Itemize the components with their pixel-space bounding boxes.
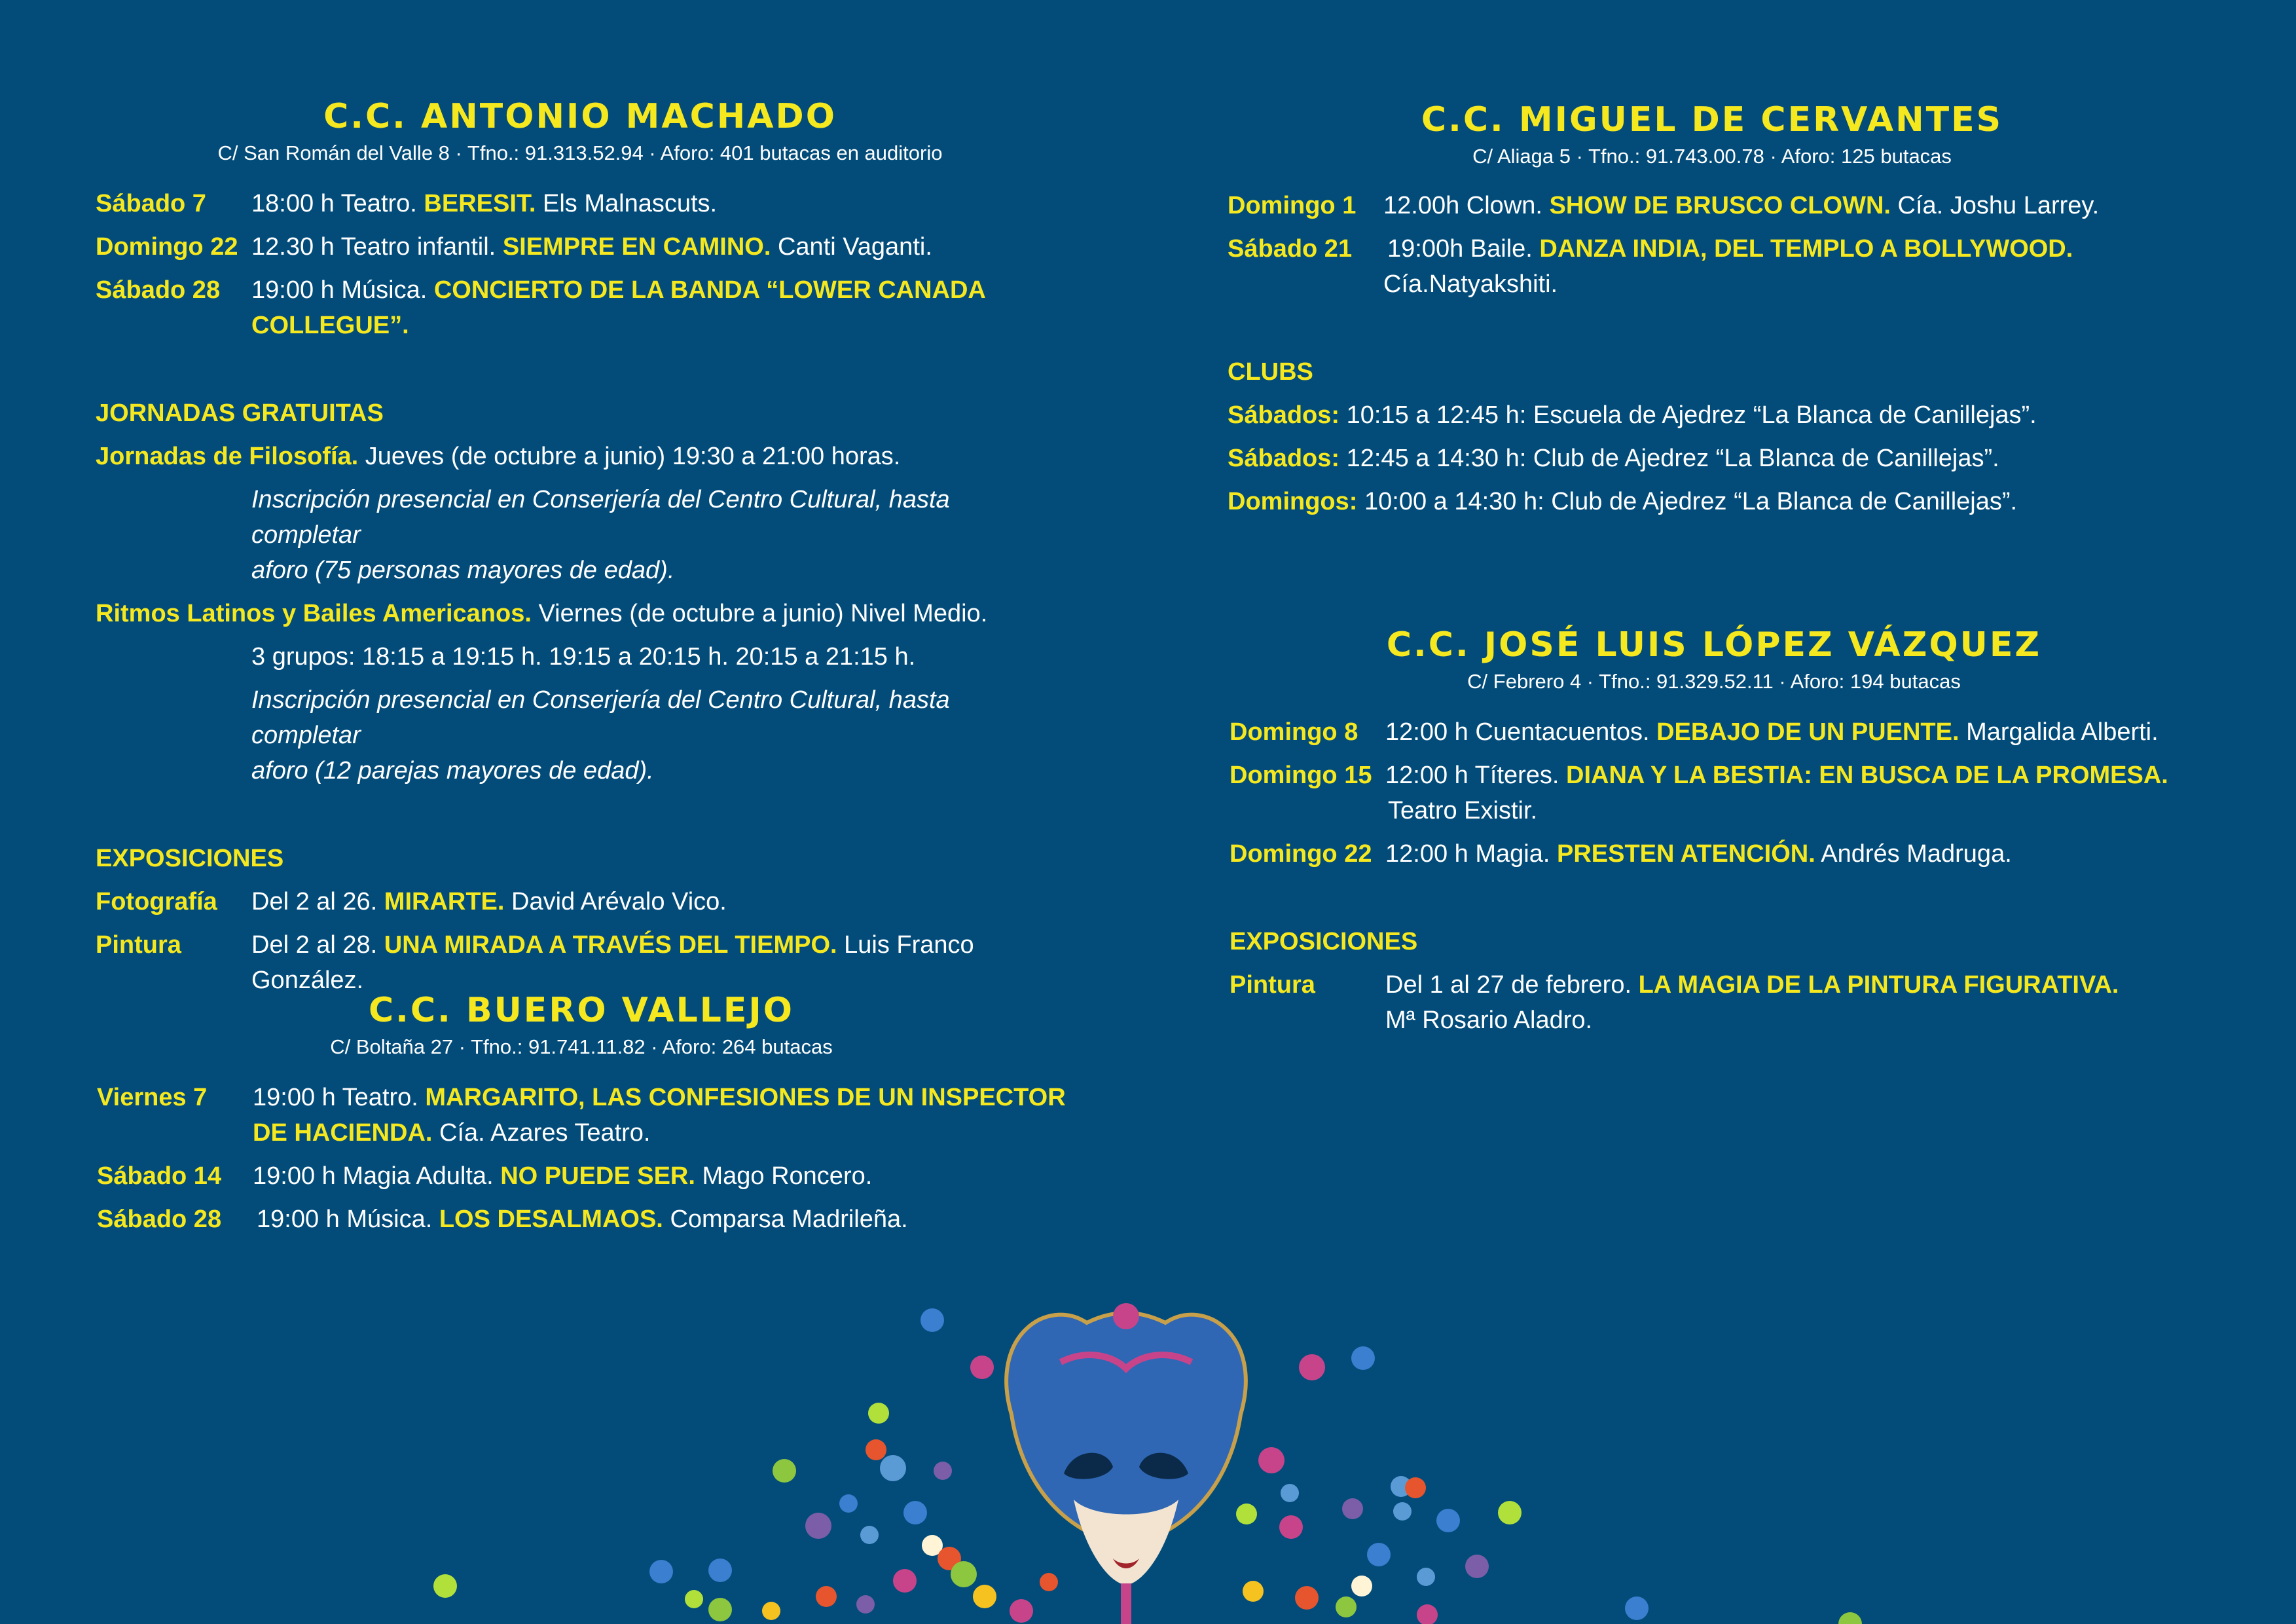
event-time: 19:00h: [1387, 235, 1464, 263]
event-row: [97, 1158, 1066, 1194]
event-row: [97, 1202, 1066, 1237]
event-time: 19:00 h: [251, 276, 335, 304]
event-company: Mago Roncero.: [702, 1162, 873, 1190]
event-day: Domingo 1: [1228, 192, 1357, 219]
event-genre: Música.: [346, 1206, 433, 1233]
machado-title: C.C. ANTONIO MACHADO: [323, 97, 837, 136]
event-row: [1228, 231, 2196, 302]
event-day: Sábado 28: [97, 1206, 222, 1233]
event-day: Viernes 7: [97, 1084, 208, 1111]
event-genre: Cuentacuentos.: [1475, 718, 1650, 746]
filosofia-note-line2: aforo (75 personas mayores de edad).: [251, 557, 675, 584]
buero-title: C.C. BUERO VALLEJO: [369, 991, 794, 1030]
event-time: 12:00 h: [1385, 840, 1468, 868]
filosofia-label: Jornadas de Filosofía.: [96, 443, 359, 470]
event-row: [1228, 188, 2196, 223]
event-company: Cía. Azares Teatro.: [439, 1119, 651, 1147]
filosofia-row: [96, 439, 1065, 474]
event-name-continued: COLLEGUE”.: [251, 312, 409, 339]
event-day: Sábado 7: [96, 190, 206, 217]
exposicion-author: Mª Rosario Aladro.: [1385, 1006, 1593, 1034]
machado-section: [96, 97, 1065, 998]
exposicion-type: Pintura: [96, 931, 181, 959]
club-label: Sábados:: [1228, 401, 1340, 429]
clubs-heading: CLUBS: [1228, 358, 1313, 386]
event-row: [96, 186, 1065, 221]
exposicion-dates: Del 2 al 26.: [251, 888, 378, 915]
event-name: LOS DESALMAOS.: [439, 1206, 663, 1233]
event-name: DEBAJO DE UN PUENTE.: [1656, 718, 1959, 746]
event-time: 12:00 h: [1385, 718, 1468, 746]
club-row: [1228, 484, 2196, 519]
club-row: [1228, 441, 2196, 476]
event-row: [1230, 836, 2198, 872]
event-genre: Clown.: [1466, 192, 1542, 219]
club-label: Domingos:: [1228, 488, 1358, 515]
event-company: Teatro Existir.: [1388, 797, 1538, 824]
event-row: [96, 229, 1065, 265]
lopez-title: C.C. JOSÉ LUIS LÓPEZ VÁZQUEZ: [1386, 625, 2042, 665]
event-company: Cía.Natyakshiti.: [1383, 270, 1558, 298]
event-day: Domingo 22: [1230, 840, 1372, 868]
ritmos-row: [96, 596, 1065, 631]
cervantes-title: C.C. MIGUEL DE CERVANTES: [1421, 100, 2003, 139]
ritmos-note-line2: aforo (12 parejas mayores de edad).: [251, 757, 654, 784]
event-name: MARGARITO, LAS CONFESIONES DE UN INSPECTOR: [425, 1084, 1066, 1111]
event-company: Margalida Alberti.: [1966, 718, 2159, 746]
exposicion-row: [1230, 967, 2198, 1038]
event-name-continued: DE HACIENDA.: [253, 1119, 433, 1147]
event-company: Andrés Madruga.: [1821, 840, 2012, 868]
exposiciones-heading: EXPOSICIONES: [1230, 928, 1418, 955]
exposicion-row: [96, 884, 1065, 919]
event-name: PRESTEN ATENCIÓN.: [1556, 840, 1815, 868]
event-day: Domingo 8: [1230, 718, 1358, 746]
event-company: Comparsa Madrileña.: [670, 1206, 908, 1233]
event-time: 12.30 h: [251, 233, 335, 261]
event-row: [1230, 758, 2198, 828]
event-day: Domingo 22: [96, 233, 238, 261]
lopez-section: [1230, 625, 2198, 1038]
event-name: DIANA Y LA BESTIA: EN BUSCA DE LA PROMESA.: [1566, 762, 2168, 789]
filosofia-note-line1: Inscripción presencial en Conserjería del Centro Cultural, hasta completar: [251, 486, 950, 549]
event-genre: Títeres.: [1474, 762, 1559, 789]
event-name: SHOW DE BRUSCO CLOWN.: [1549, 192, 1891, 219]
club-text: 12:45 a 14:30 h: Club de Ajedrez “La Blanca de Canillejas”.: [1346, 445, 1999, 472]
event-name: BERESIT.: [424, 190, 536, 217]
event-row: [1230, 714, 2198, 750]
filosofia-text: Jueves (de octubre a junio) 19:30 a 21:00 horas.: [365, 443, 901, 470]
club-text: 10:00 a 14:30 h: Club de Ajedrez “La Blanca de Canillejas”.: [1364, 488, 2018, 515]
event-name: NO PUEDE SER.: [500, 1162, 695, 1190]
ritmos-note: [96, 682, 1065, 788]
event-time: 12:00 h: [1385, 762, 1468, 789]
ritmos-groups: 3 grupos: 18:15 a 19:15 h. 19:15 a 20:15 h. 20:15 a 21:15 h.: [251, 643, 916, 671]
club-label: Sábados:: [1228, 445, 1340, 472]
event-genre: Baile.: [1470, 235, 1533, 263]
club-text: 10:15 a 12:45 h: Escuela de Ajedrez “La Blanca de Canillejas”.: [1346, 401, 2037, 429]
event-genre: Teatro.: [340, 190, 417, 217]
event-company: Els Malnascuts.: [543, 190, 718, 217]
event-day: Sábado 21: [1228, 235, 1353, 263]
exposicion-name: MIRARTE.: [384, 888, 505, 915]
event-time: 19:00 h: [253, 1162, 336, 1190]
exposiciones-heading: EXPOSICIONES: [96, 845, 284, 872]
event-genre: Teatro infantil.: [340, 233, 496, 261]
event-time: 19:00 h: [257, 1206, 340, 1233]
event-time: 12.00h: [1383, 192, 1460, 219]
ritmos-note-line1: Inscripción presencial en Conserjería del Centro Cultural, hasta completar: [251, 686, 950, 749]
exposicion-dates: Del 2 al 28.: [251, 931, 378, 959]
event-time: 19:00 h: [253, 1084, 336, 1111]
exposicion-name: UNA MIRADA A TRAVÉS DEL TIEMPO.: [384, 931, 837, 959]
event-day: Domingo 15: [1230, 762, 1372, 789]
event-company: Cía. Joshu Larrey.: [1897, 192, 2100, 219]
exposicion-type: Pintura: [1230, 971, 1315, 999]
event-row: [97, 1080, 1066, 1151]
ritmos-text: Viernes (de octubre a junio) Nivel Medio.: [538, 600, 988, 627]
lopez-subtitle: C/ Febrero 4 · Tfno.: 91.329.52.11 · Aforo: 194 butacas: [1467, 670, 1961, 693]
exposicion-type: Fotografía: [96, 888, 217, 915]
event-day: Sábado 28: [96, 276, 221, 304]
exposicion-name: LA MAGIA DE LA PINTURA FIGURATIVA.: [1638, 971, 2119, 999]
event-row: [96, 272, 1065, 343]
event-name: CONCIERTO DE LA BANDA “LOWER CANADA: [433, 276, 986, 304]
filosofia-note: [96, 482, 1065, 588]
exposicion-author: David Arévalo Vico.: [511, 888, 727, 915]
cervantes-subtitle: C/ Aliaga 5 · Tfno.: 91.743.00.78 · Aforo: 125 butacas: [1472, 145, 1952, 168]
carnival-illustration: [0, 1283, 2296, 1624]
event-genre: Magia.: [1475, 840, 1550, 868]
event-company: Canti Vaganti.: [777, 233, 932, 261]
cervantes-section: [1228, 100, 2196, 519]
club-row: [1228, 397, 2196, 433]
event-genre: Música.: [341, 276, 428, 304]
buero-subtitle: C/ Boltaña 27 · Tfno.: 91.741.11.82 · Aforo: 264 butacas: [330, 1035, 833, 1058]
event-genre: Teatro.: [342, 1084, 418, 1111]
event-name: SIEMPRE EN CAMINO.: [502, 233, 771, 261]
buero-section: [97, 991, 1066, 1237]
ritmos-label: Ritmos Latinos y Bailes Americanos.: [96, 600, 532, 627]
machado-subtitle: C/ San Román del Valle 8 · Tfno.: 91.313.52.94 · Aforo: 401 butacas en auditorio: [217, 141, 943, 164]
exposicion-row: [96, 927, 1065, 998]
exposicion-dates: Del 1 al 27 de febrero.: [1385, 971, 1632, 999]
event-time: 18:00 h: [251, 190, 335, 217]
exposicion-author: Luis Franco González.: [251, 931, 974, 994]
event-genre: Magia Adulta.: [342, 1162, 494, 1190]
event-name: DANZA INDIA, DEL TEMPLO A BOLLYWOOD.: [1539, 235, 2073, 263]
jornadas-heading: JORNADAS GRATUITAS: [96, 399, 384, 427]
event-day: Sábado 14: [97, 1162, 222, 1190]
